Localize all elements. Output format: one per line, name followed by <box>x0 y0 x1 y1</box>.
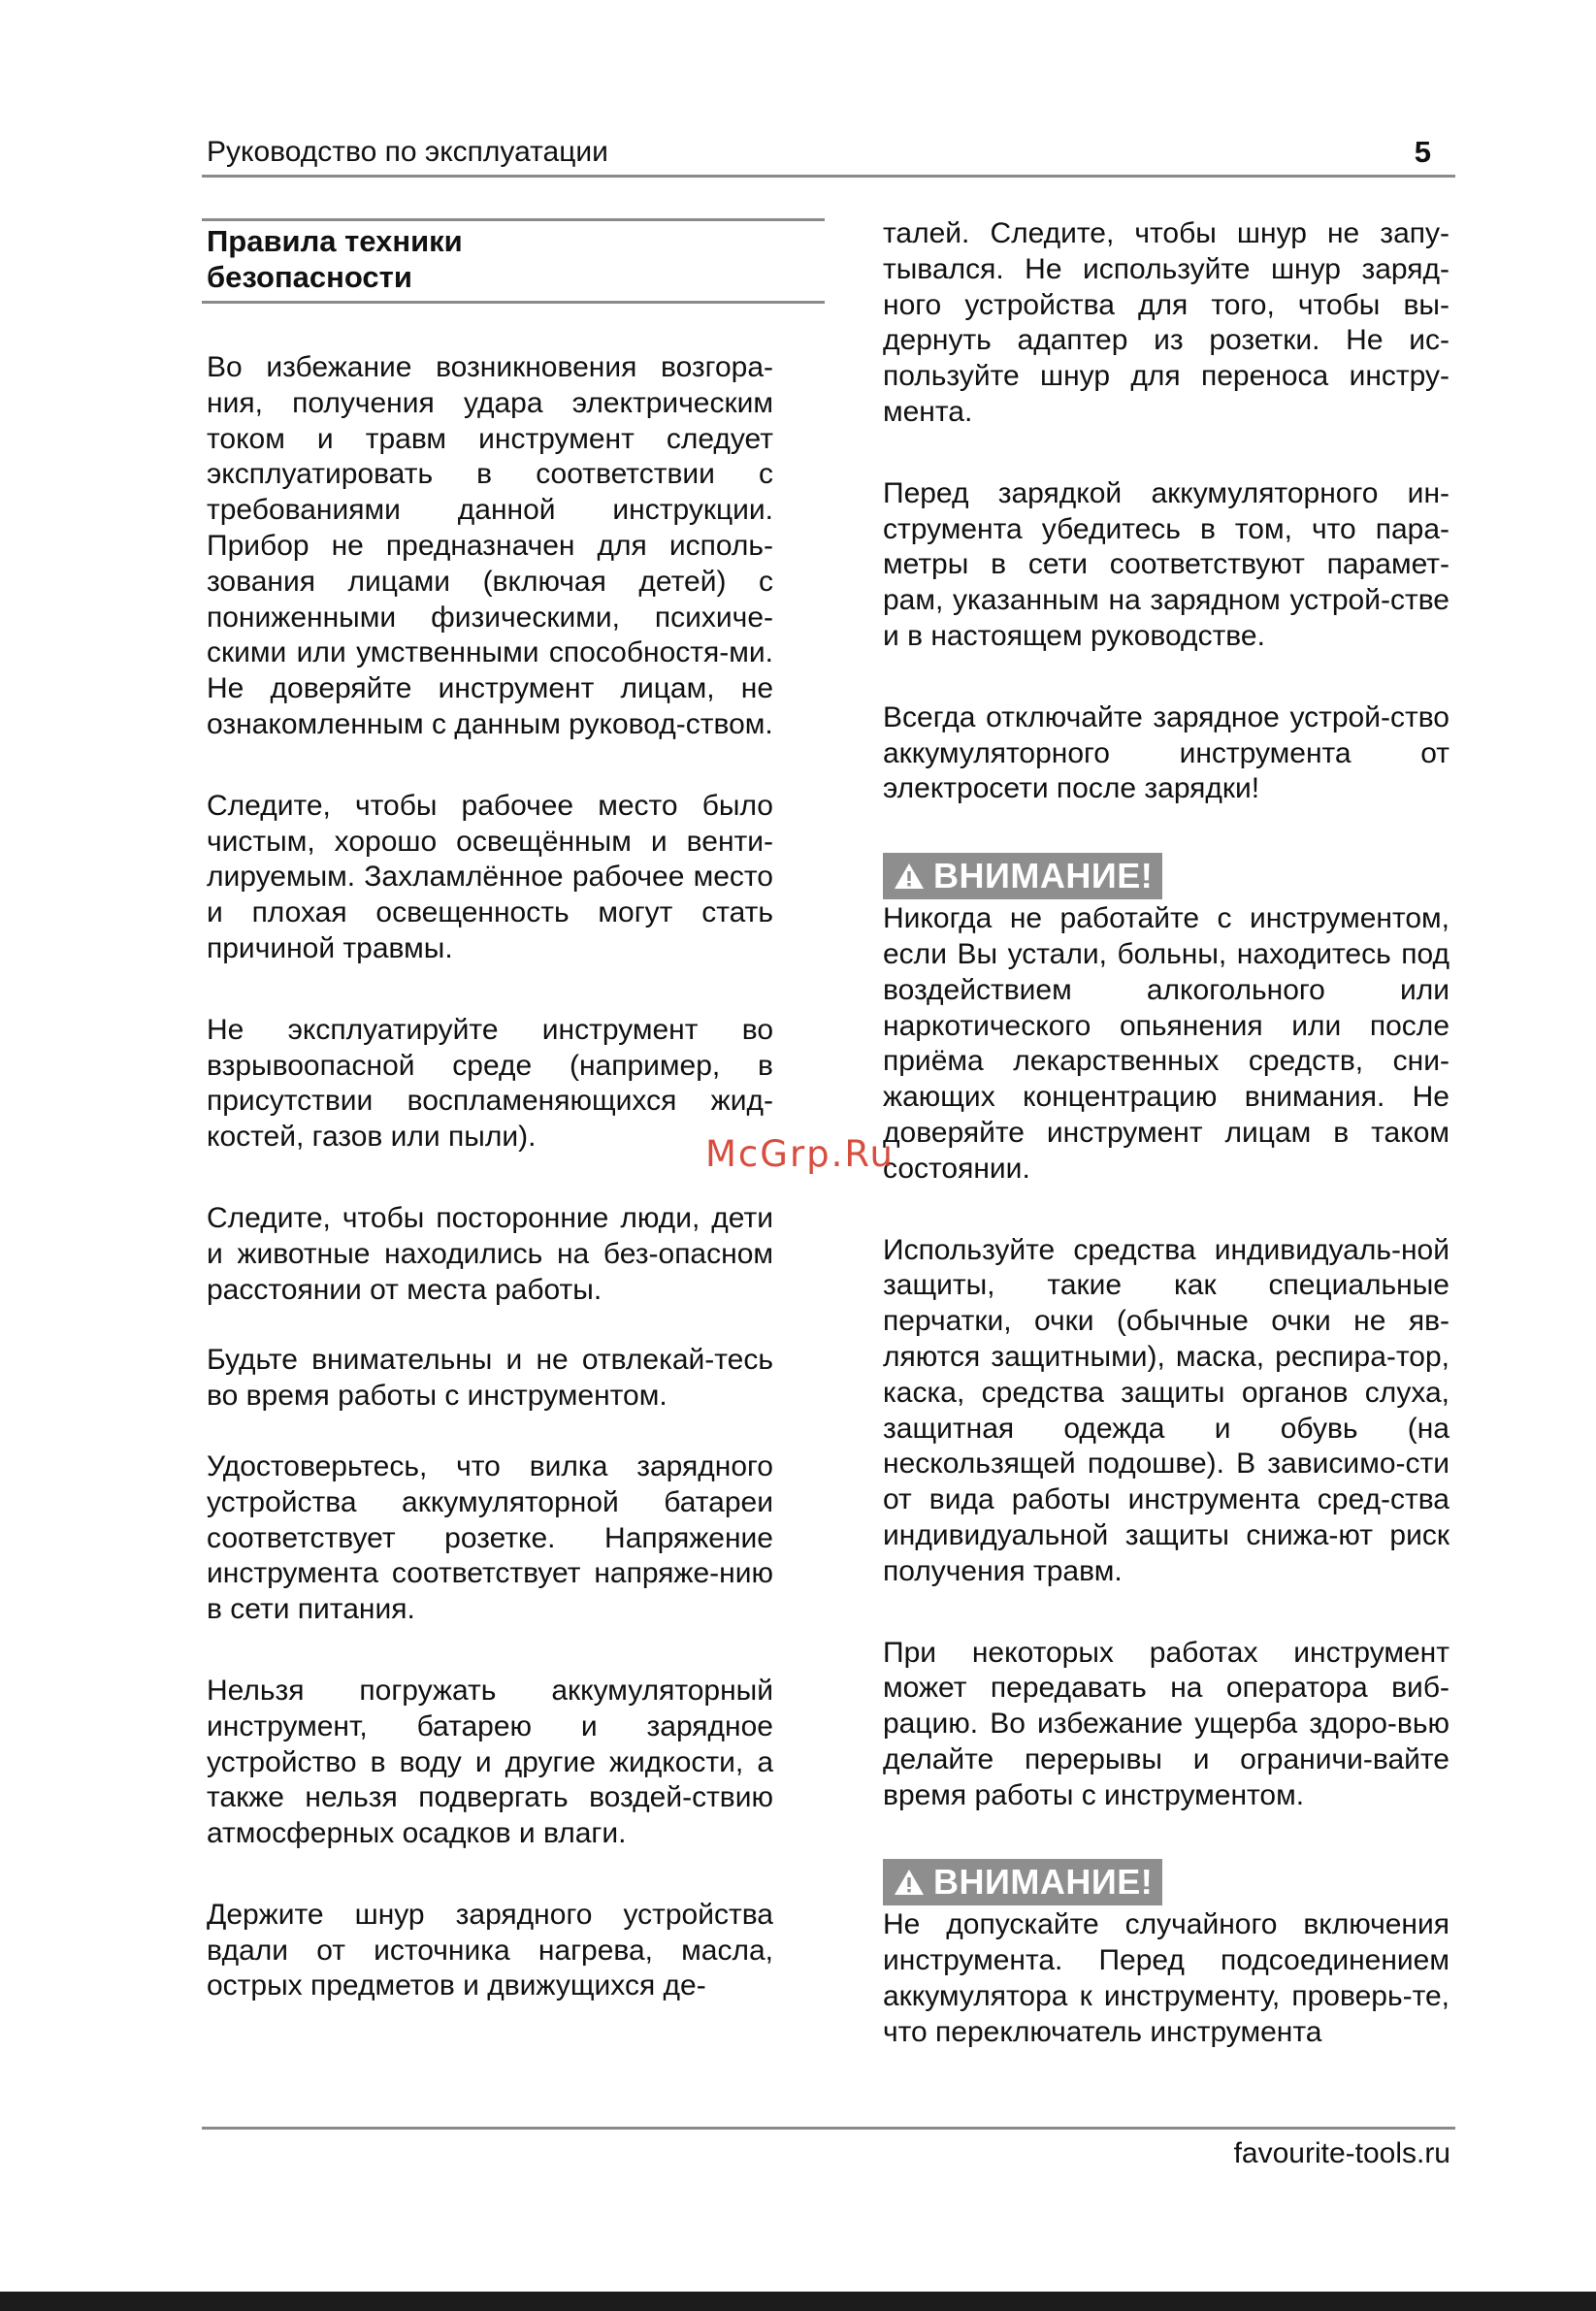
warning-triangle-icon <box>893 862 926 891</box>
warning-label: ВНИМАНИЕ! <box>933 856 1154 896</box>
paragraph: талей. Следите, чтобы шнур не запу-тывался. Не используйте шнур заряд-ного устройства для того, чтобы вы-дернуть адаптер из розетки. Не ис-пользуйте шнур для переноса инстру-мента. <box>883 217 1449 428</box>
right-column <box>883 216 1449 2097</box>
paragraph: Следите, чтобы посторонние люди, дети и животные находились на без-опасном расстоянии от места работы. <box>207 1201 773 1306</box>
paragraph: Держите шнур зарядного устройства вдали от источника нагрева, масла, острых предметов и движущихся де- <box>207 1898 773 2002</box>
section-title-bottom-divider <box>202 301 825 304</box>
footer-divider <box>202 2127 1455 2130</box>
paragraph: Следите, чтобы рабочее место было чистым, хорошо освещённым и венти-лируемым. Захламлённое рабочее место и плохая освещенность могут стать причиной травмы. <box>207 789 773 964</box>
paragraph: Будьте внимательны и не отвлекай-тесь во время работы с инструментом. <box>207 1344 773 1413</box>
paragraph: Нельзя погружать аккумуляторный инструмент, батарею и зарядное устройство в воду и другие жидкости, а также нельзя подвергать воздей-ствию атмосферных осадков и влаги. <box>207 1674 773 1850</box>
warning-text: Никогда не работайте с инструментом, если Вы устали, больны, находитесь под воздействием алкогольного или наркотического опьянения или после приёма лекарственных средств, сни-жающих концентрацию внимания. Не доверяйте инструмент лицам в таком состоянии. <box>883 902 1449 1185</box>
section-title: Правила техники безопасности <box>207 224 463 294</box>
paragraph: Не эксплуатируйте инструмент во взрывоопасной среде (например, в присутствии воспламеняющихся жид-костей, газов или пыли). <box>207 1013 773 1154</box>
warning-label: ВНИМАНИЕ! <box>933 1862 1154 1903</box>
page-number: 5 <box>1414 135 1431 169</box>
paragraph: Всегда отключайте зарядное устрой-ство аккумуляторного инструмента от электросети после зарядки! <box>883 700 1449 805</box>
paragraph: Во избежание возникновения возгора-ния, получения удара электрическим током и травм инструмент следует эксплуатировать в соответствии с требованиями данной инструкции. Прибор не предназначен для исполь-зования лицами (включая детей) с пониженными физическими, психиче-скими или умственными способностя-ми. Не доверяйте инструмент лицам, не ознакомленным с данным руковод-ством. <box>207 351 773 740</box>
paragraph: Перед зарядкой аккумуляторного ин-струмента убедитесь в том, что пара-метры в сети соответствуют парамет-рам, указанным на зарядном устрой-стве и в настоящем руководстве. <box>883 476 1449 652</box>
section-title-top-divider <box>202 218 825 221</box>
warning-badge <box>883 1859 1162 1905</box>
warning-badge <box>883 853 1162 899</box>
watermark: McGrp.Ru <box>705 1133 895 1175</box>
paragraph: Используйте средства индивидуаль-ной защиты, такие как специальные перчатки, очки (обычные очки не яв-ляются защитными), маска, респира-тор, каска, средства защиты органов слуха, защитная одежда и обувь (на нескользящей подошве). В зависимо-сти от вида работы инструмента сред-ства индивидуальной защиты снижа-ют риск получения травм. <box>883 1233 1449 1587</box>
header-divider <box>202 175 1455 178</box>
bottom-edge-bar <box>0 2292 1596 2311</box>
header-title: Руководство по эксплуатации <box>207 136 608 168</box>
warning-triangle-icon <box>893 1868 926 1897</box>
left-column <box>207 350 773 2050</box>
paragraph: Удостоверьтесь, что вилка зарядного устройства аккумуляторной батареи соответствует розетке. Напряжение инструмента соответствует напряже-нию в сети питания. <box>207 1449 773 1626</box>
paragraph: При некоторых работах инструмент может передавать на оператора виб-рацию. Во избежание ущерба здоро-вью делайте перерывы и ограничи-вайте время работы с инструментом. <box>883 1636 1449 1811</box>
footer-website: favourite-tools.ru <box>1233 2137 1450 2169</box>
warning-text: Не допускайте случайного включения инструмента. Перед подсоединением аккумулятора к инструменту, проверь-те, что переключатель инструмента <box>883 1908 1449 2048</box>
